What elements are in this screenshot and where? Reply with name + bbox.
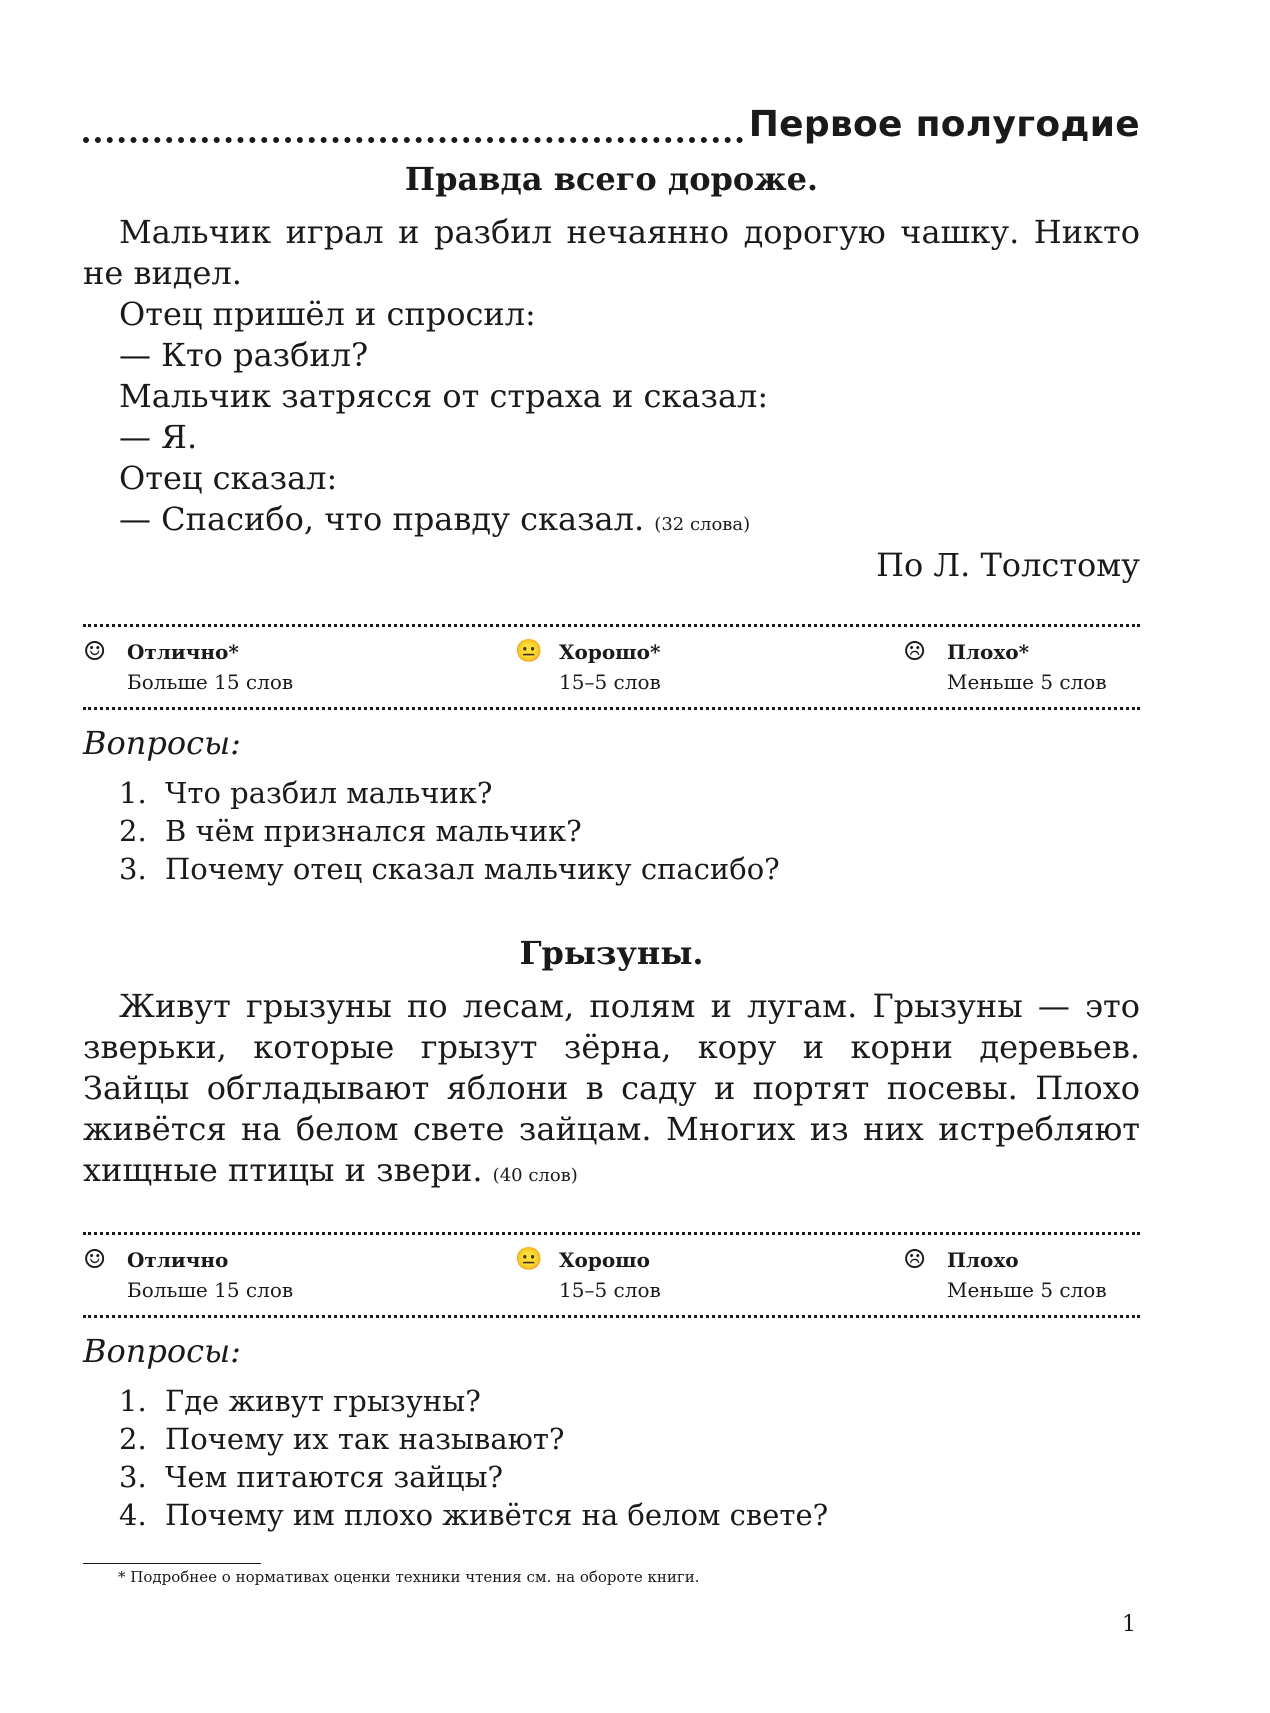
question-number: 4.: [119, 1498, 147, 1532]
story-author: По Л. Толстому: [876, 546, 1140, 584]
question-number: 3.: [119, 852, 147, 886]
story-line: — Я.: [119, 418, 198, 456]
rating-scale: [83, 624, 1140, 710]
smile-icon: ☺: [83, 637, 107, 667]
question-item: [83, 1496, 1140, 1534]
rating-label: Хорошо: [559, 1248, 651, 1272]
question-number: 3.: [119, 1460, 147, 1494]
section-title: Первое полугодие: [745, 104, 1140, 145]
questions-list: [83, 774, 1140, 888]
question-text: Почему им плохо живётся на белом свете?: [165, 1498, 829, 1532]
question-number: 2.: [119, 814, 147, 848]
story-line: Отец сказал:: [119, 459, 338, 497]
questions-heading: Вопросы:: [83, 1332, 241, 1370]
page-number: 1: [1122, 1612, 1136, 1637]
question-item: [83, 850, 1140, 888]
rating-scale: [83, 1232, 1140, 1318]
rating-criteria: 15–5 слов: [559, 670, 661, 694]
section-header: [83, 100, 1140, 150]
question-item: [83, 1458, 1140, 1496]
rating-label: Хорошо*: [559, 640, 661, 664]
word-count: (40 слов): [492, 1165, 578, 1186]
question-item: [83, 1382, 1140, 1420]
smile-icon: ☺: [83, 1245, 107, 1275]
question-number: 2.: [119, 1422, 147, 1456]
story-title: Правда всего дороже.: [404, 160, 819, 198]
question-text: Почему отец сказал мальчику спасибо?: [165, 852, 780, 886]
story-last-line: — Спасибо, что правду сказал.: [119, 500, 645, 538]
story-line: [83, 499, 1140, 545]
rating-label: Отлично*: [127, 640, 239, 664]
questions-heading: Вопросы:: [83, 724, 241, 762]
rating-criteria: 15–5 слов: [559, 1278, 661, 1302]
neutral-face-icon: 😐: [515, 1247, 543, 1272]
story-line: Мальчик затрясся от страха и сказал:: [119, 377, 769, 415]
question-item: [83, 1420, 1140, 1458]
questions-list: [83, 1382, 1140, 1534]
footnote: * Подробнее о нормативах оценки техники чтения см. на обороте книги.: [118, 1568, 700, 1586]
footnote-rule: [83, 1563, 261, 1564]
story-line: — Кто разбил?: [119, 336, 369, 374]
rating-label: Плохо: [947, 1248, 1019, 1272]
question-number: 1.: [119, 1384, 147, 1418]
question-text: Почему их так называют?: [165, 1422, 565, 1456]
header-dotted-leader: [83, 137, 755, 143]
story-text: Живут грызуны по лесам, полям и лугам. Грызуны — это зверьки, которые грызут зёрна, кору и корни деревьев. Зайцы обгладывают яблони в саду и портят посевы. Плохо живётся на белом свете зайцам. Многих из них истребляют хищные птицы и звери.: [83, 987, 1140, 1189]
question-item: [83, 774, 1140, 812]
frown-icon: ☹: [903, 1245, 927, 1275]
question-text: В чём признался мальчик?: [165, 814, 582, 848]
rating-criteria: Больше 15 слов: [127, 1278, 294, 1302]
story-title: Грызуны.: [519, 934, 704, 972]
page: [83, 100, 1140, 1534]
rating-criteria: Меньше 5 слов: [947, 1278, 1107, 1302]
question-text: Чем питаются зайцы?: [165, 1460, 504, 1494]
question-text: Где живут грызуны?: [165, 1384, 481, 1418]
story-line: Отец пришёл и спросил:: [119, 295, 536, 333]
neutral-face-icon: 😐: [515, 639, 543, 664]
rating-criteria: Меньше 5 слов: [947, 670, 1107, 694]
frown-icon: ☹: [903, 637, 927, 667]
story-paragraph: Мальчик играл и разбил нечаянно дорогую чашку. Никто не видел.: [83, 213, 1140, 292]
word-count: (32 слова): [654, 514, 751, 535]
rating-label: Плохо*: [947, 640, 1030, 664]
story-paragraph: [83, 986, 1140, 1196]
question-text: Что разбил мальчик?: [165, 776, 493, 810]
question-number: 1.: [119, 776, 147, 810]
rating-label: Отлично: [127, 1248, 229, 1272]
rating-criteria: Больше 15 слов: [127, 670, 294, 694]
question-item: [83, 812, 1140, 850]
